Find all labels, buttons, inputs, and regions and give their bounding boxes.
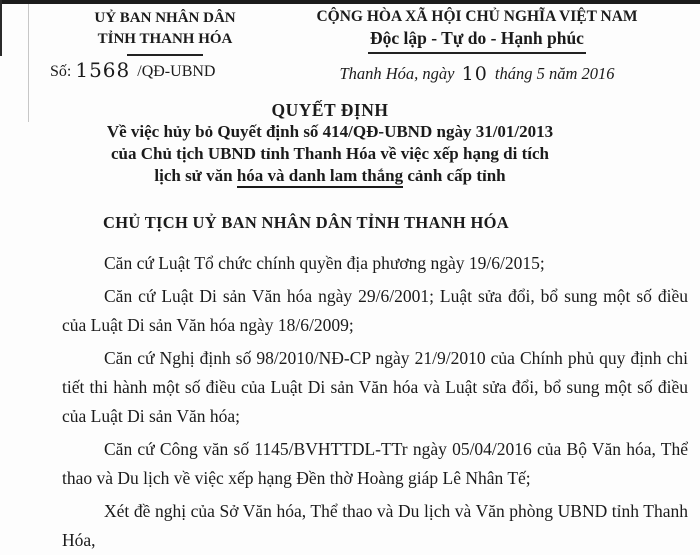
chairman-heading: CHỦ TỊCH UỶ BAN NHÂN DÂN TỈNH THANH HÓA <box>103 213 509 232</box>
date-suffix: tháng 5 năm 2016 <box>494 64 615 83</box>
document-number-suffix: /QĐ-UBND <box>137 63 216 80</box>
legal-basis-paragraph: Căn cứ Luật Di sản Văn hóa ngày 29/6/2001; Luật sửa đổi, bổ sung một số điều của Luật Di sản Văn hóa ngày 18/6/2009; <box>62 286 688 335</box>
document-number-label: Số: <box>50 63 72 80</box>
issuing-authority-line2: TỈNH THANH HÓA <box>97 31 233 47</box>
document-number-handwritten: 1568 <box>75 58 131 82</box>
proposal-paragraph: Xét đề nghị của Sở Văn hóa, Thể thao và Du lịch và Văn phòng UBND tỉnh Thanh Hóa, <box>62 501 688 550</box>
decision-title: QUYẾT ĐỊNH <box>271 100 389 120</box>
subtitle-line3-post: cảnh cấp tỉnh <box>403 166 506 185</box>
scan-left-edge-mark <box>0 0 2 56</box>
issuing-authority-block <box>40 8 290 56</box>
decision-subtitle-line2: của Chủ tịch UBND tỉnh Thanh Hóa về việc xếp hạng di tích <box>111 144 549 163</box>
issuing-authority-underline <box>127 54 203 56</box>
decision-subtitle-line3 <box>0 165 660 187</box>
national-motto-underline <box>368 52 586 54</box>
national-motto-block <box>310 6 644 84</box>
decision-subtitle-line1: Về việc hủy bỏ Quyết định số 414/QĐ-UBND ngày 31/01/2013 <box>106 122 554 141</box>
document-body <box>62 249 688 555</box>
national-motto: Độc lập - Tự do - Hạnh phúc <box>370 28 584 48</box>
national-title: CỘNG HÒA XÃ HỘI CHỦ NGHĨA VIỆT NAM <box>316 8 638 25</box>
place-date-line <box>310 62 644 84</box>
legal-basis-paragraph: Căn cứ Luật Tổ chức chính quyền địa phương ngày 19/6/2015; <box>104 253 545 273</box>
scan-top-border <box>0 0 700 4</box>
legal-basis-paragraph: Căn cứ Nghị định số 98/2010/NĐ-CP ngày 21/9/2010 của Chính phủ quy định chi tiết thi hành một số điều của Luật Di sản Văn hóa và Luật sửa đổi, bổ sung một số điều của Luật Di sản Văn hóa; <box>62 348 688 426</box>
document-number-line <box>50 57 215 81</box>
issuing-authority-line1: UỶ BAN NHÂN DÂN <box>94 10 236 26</box>
subtitle-line3-underlined: hóa và danh lam thắng <box>237 166 403 188</box>
subtitle-line3-pre: lịch sử văn <box>154 166 237 185</box>
decision-title-block <box>0 99 660 187</box>
date-prefix: Thanh Hóa, ngày <box>339 64 455 83</box>
legal-basis-paragraph: Căn cứ Công văn số 1145/BVHTTDL-TTr ngày 05/04/2016 của Bộ Văn hóa, Thể thao và Du lịch về việc xếp hạng Đền thờ Hoàng giáp Lê Nhân Tế; <box>62 439 688 488</box>
date-day-handwritten: 10 <box>461 63 488 85</box>
